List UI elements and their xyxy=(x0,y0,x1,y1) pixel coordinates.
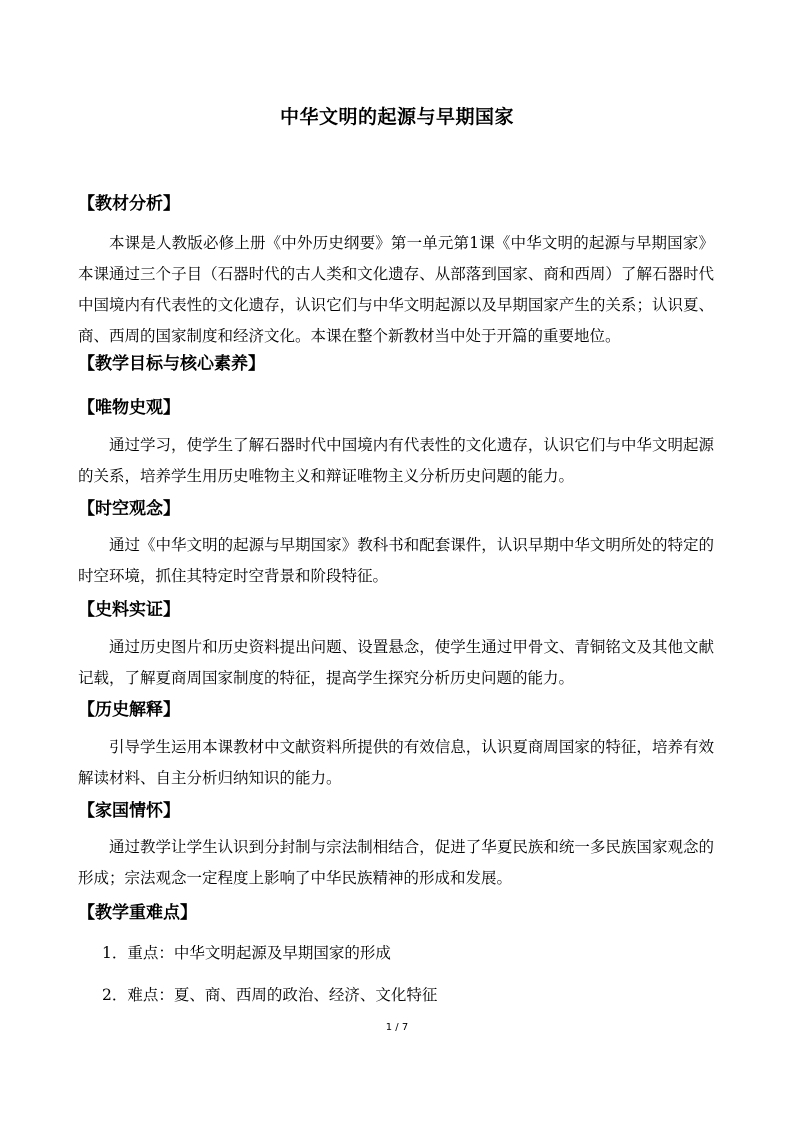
section-heading-historical-evidence: 【史料实证】 xyxy=(78,600,180,620)
list-item-key-point: 1．重点：中华文明起源及早期国家的形成 xyxy=(102,944,391,962)
paragraph-historical-interpretation: 引导学生运用本课教材中文献资料所提供的有效信息，认识夏商周国家的特征，培养有效解读材料、自主分析归纳知识的能力。 xyxy=(78,738,714,787)
page-title: 中华文明的起源与早期国家 xyxy=(279,106,514,128)
page-number: 1 / 7 xyxy=(385,1022,409,1033)
section-heading-historical-interpretation: 【历史解释】 xyxy=(78,700,180,720)
section-heading-historical-materialism: 【唯物史观】 xyxy=(78,398,180,418)
paragraph-historical-materialism: 通过学习，使学生了解石器时代中国境内有代表性的文化遗存，认识它们与中华文明起源的关系，培养学生用历史唯物主义和辩证唯物主义分析历史问题的能力。 xyxy=(78,436,714,485)
paragraph-historical-evidence: 通过历史图片和历史资料提出问题、设置悬念，使学生通过甲骨文、青铜铭文及其他文献记载，了解夏商周国家制度的特征，提高学生探究分析历史问题的能力。 xyxy=(78,638,714,687)
paragraph-patriotism: 通过教学让学生认识到分封制与宗法制相结合，促进了华夏民族和统一多民族国家观念的形成；宗法观念一定程度上影响了中华民族精神的形成和发展。 xyxy=(78,838,714,887)
section-heading-key-points: 【教学重难点】 xyxy=(78,903,197,923)
list-item-difficult-point: 2．难点：夏、商、西周的政治、经济、文化特征 xyxy=(102,986,438,1004)
section-heading-textbook-analysis: 【教材分析】 xyxy=(78,194,180,214)
paragraph-textbook-analysis: 本课是人教版必修上册《中外历史纲要》第一单元第1课《中华文明的起源与早期国家》本课通过三个子目（石器时代的古人类和文化遗存、从部落到国家、商和西周）了解石器时代中国境内有代表性的文化遗存，认识它们与中华文明起源以及早期国家产生的关系；认识夏、商、西周的国家制度和经济文化。本课在整个新教材当中处于开篇的重要地位。 xyxy=(78,234,714,345)
paragraph-spacetime-concept: 通过《中华文明的起源与早期国家》教科书和配套课件，认识早期中华文明所处的特定的时空环境，抓住其特定时空背景和阶段特征。 xyxy=(78,536,714,585)
section-heading-patriotism: 【家国情怀】 xyxy=(78,801,180,821)
section-heading-teaching-goals: 【教学目标与核心素养】 xyxy=(78,354,265,374)
section-heading-spacetime-concept: 【时空观念】 xyxy=(78,499,180,519)
